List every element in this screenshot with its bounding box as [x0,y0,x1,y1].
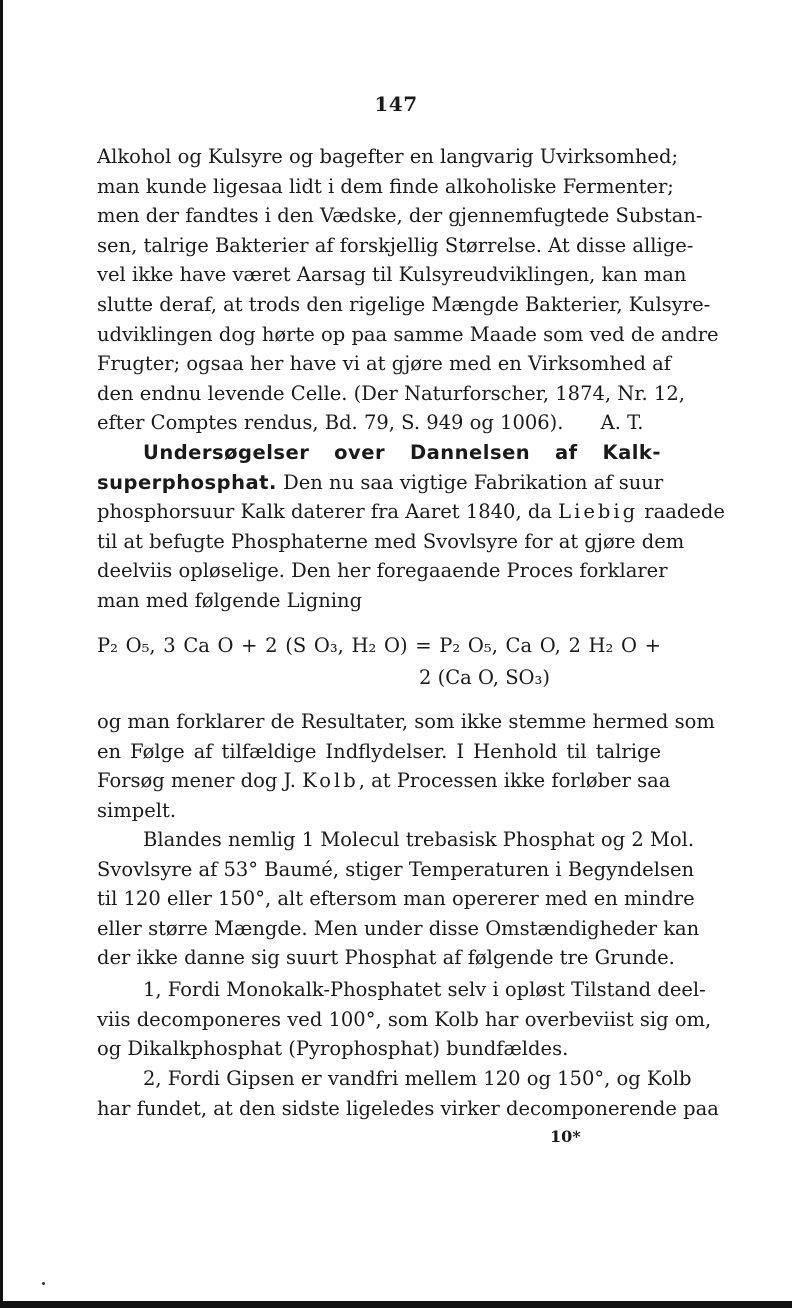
text-line: har fundet, at den sidste ligeledes virker decomponerende paa [97,1096,719,1120]
text-line: 1, Fordi Monokalk-Phosphatet selv i opløst Tilstand deel- [143,978,706,1001]
scan-speck [42,1282,45,1285]
text-line: og Dikalkphosphat (Pyrophosphat) bundfældes. [97,1037,569,1061]
equation-line: 2 (Ca O, SO₃) [419,666,550,689]
paragraph-continuation [97,142,719,438]
paragraph [97,975,712,1064]
article-kalksuperphosphat [97,438,725,616]
text-line: man kunde ligesaa lidt i dem finde alkoholiske Fermenter; [97,174,674,198]
person-name: Kolb [302,769,359,793]
article-title-line [97,438,661,468]
text-line: udviklingen dog hørte op paa samme Maade som ved de andre [97,322,719,346]
text-line: og man forklarer de Resultater, som ikke stemme hermed som [97,710,715,733]
text-line: man med følgende Ligning [97,588,363,612]
text-line [97,468,664,498]
text-fragment: , at Processen ikke forløber saa [358,769,671,793]
text-line [97,497,725,527]
text-line: vel ikke have været Aarsag til Kulsyreudviklingen, kan man [97,263,687,287]
person-name: Liebig [558,500,639,524]
text-line: Blandes nemlig 1 Molecul trebasisk Phosphat og 2 Mol. [143,828,695,851]
signature-mark: 10* [550,1127,581,1146]
text-line: Frugter; ogsaa her have vi at gjøre med en Virksomhed af [97,352,672,376]
page-bottom-edge [0,1301,792,1308]
text-line: der ikke danne sig suurt Phosphat af følgende tre Grunde. [97,946,675,970]
article-title: Undersøgelser over Dannelsen af Kalk- [143,441,661,464]
text-line: Alkohol og Kulsyre og bagefter en langvarig Uvirksomhed; [97,145,679,168]
text-line: deelviis opløselige. Den her foregaaende Proces forklarer [97,559,668,583]
text-line [97,766,671,796]
text-line: sen, talrige Bakterier af forskjellig Størrelse. At disse allige- [97,233,694,257]
text-line: en Følge af tilfældige Indflydelser. I Henhold til talrige [97,739,661,763]
text-fragment: raadede [638,500,725,524]
equation-line: P₂ O₅, 3 Ca O + 2 (S O₃, H₂ O) = P₂ O₅, Ca O, 2 H₂ O + [97,634,661,657]
text-line: til 120 eller 150°, alt eftersom man opererer med en mindre [97,887,695,911]
text-fragment: Forsøg mener dog J. [97,769,303,793]
paragraph [97,825,700,973]
text-line: slutte deraf, at trods den rigelige Mængde Bakterier, Kulsyre- [97,292,711,316]
text-line: den endnu levende Celle. (Der Naturforscher, 1874, Nr. 12, [97,381,685,405]
paragraph [97,1064,719,1123]
article-title-continued: superphosphat. [97,470,277,494]
text-line: men der fandtes i den Vædske, der gjennemfugtede Substan- [97,204,703,228]
text-line: 2, Fordi Gipsen er vandfri mellem 120 og 150°, og Kolb [143,1067,692,1090]
text-fragment: Den nu saa vigtige Fabrikation af suur [276,470,664,494]
page-left-edge [0,0,3,1308]
paragraph [97,707,715,825]
text-line: simpelt. [97,798,177,822]
text-fragment: phosphorsuur Kalk daterer fra Aaret 1840, da [97,500,559,524]
text-line: eller større Mængde. Men under disse Omstændigheder kan [97,916,700,940]
page-number: 147 [374,92,418,116]
text-line: efter Comptes rendus, Bd. 79, S. 949 og 1006). A. T. [97,411,644,435]
text-line: Svovlsyre af 53° Baumé, stiger Temperaturen i Begyndelsen [97,857,695,881]
text-line: viis decomponeres ved 100°, som Kolb har overbeviist sig om, [97,1007,712,1031]
text-line: til at befugte Phosphaterne med Svovlsyre for at gjøre dem [97,529,685,553]
chemical-equation [97,630,661,694]
